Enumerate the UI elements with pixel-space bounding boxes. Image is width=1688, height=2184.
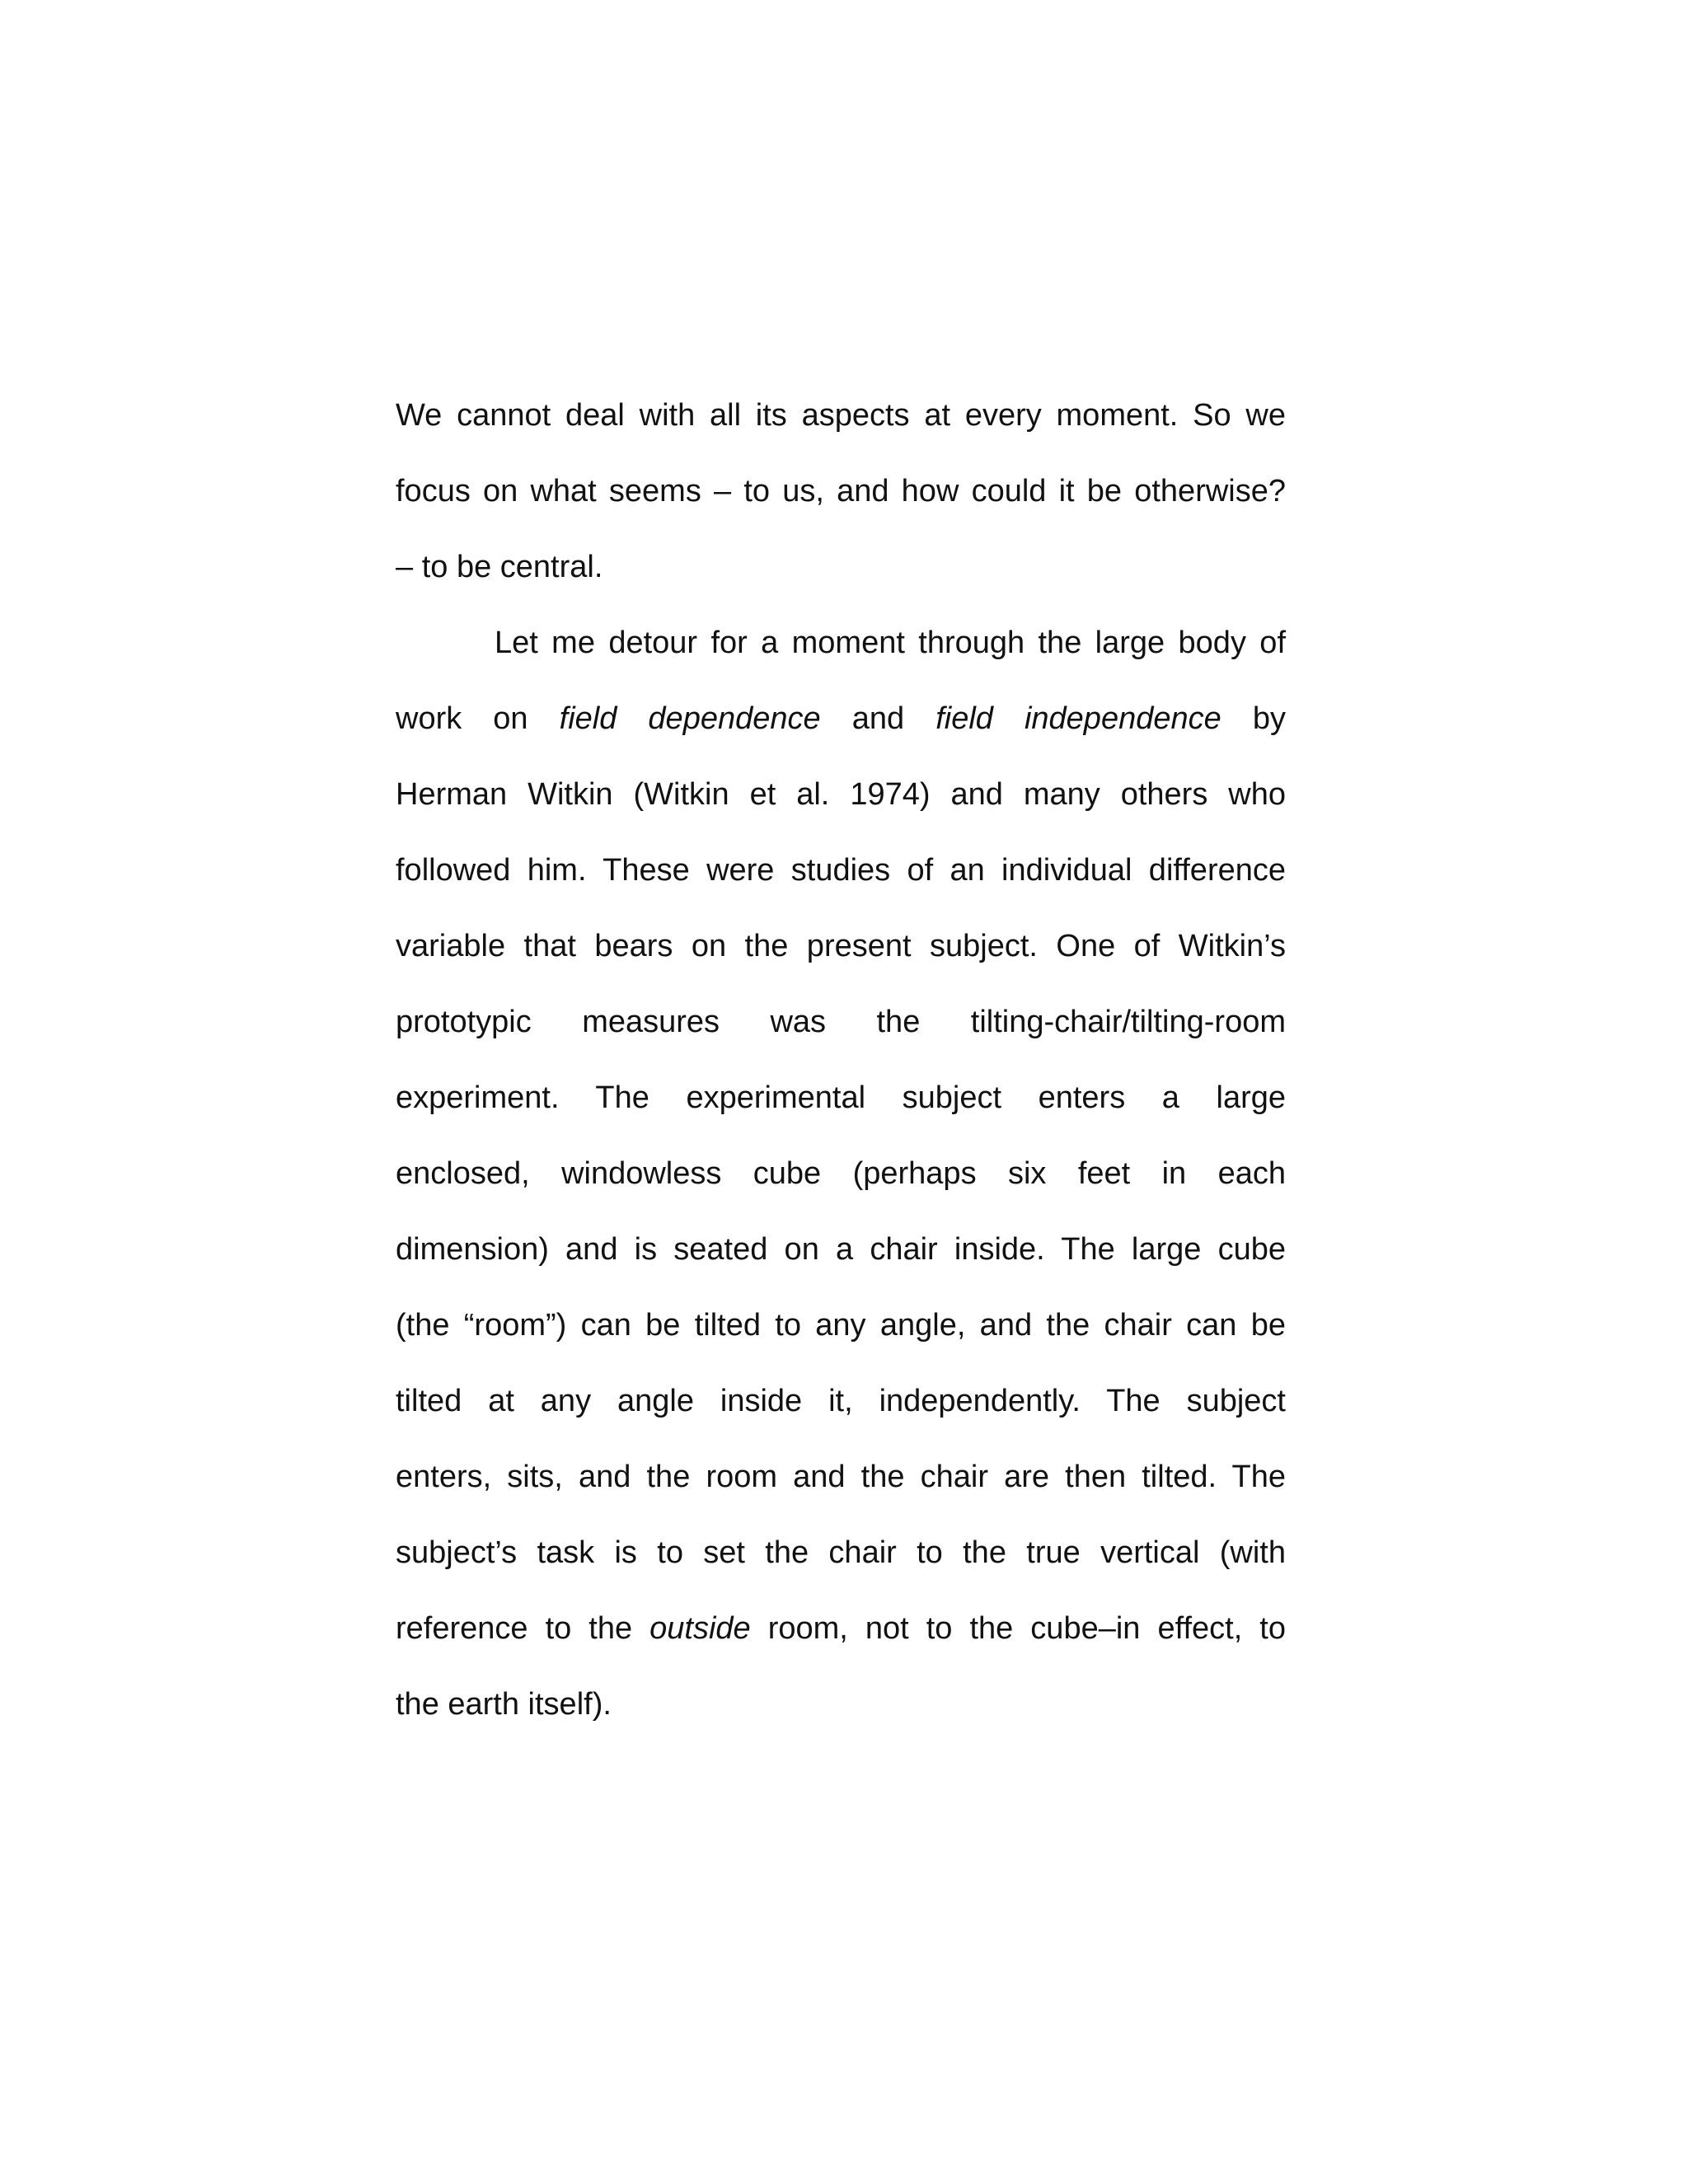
text-line <box>396 908 1286 984</box>
text-line <box>396 1212 1286 1287</box>
text-run: We cannot deal with all its aspects at every moment. So we <box>396 398 1286 433</box>
text-run: focus on what seems – to us, and how could it be otherwise? <box>396 474 1286 509</box>
text-run: dimension) and is seated on a chair inside. The large cube <box>396 1232 1286 1267</box>
text-line <box>396 1591 1286 1666</box>
paragraph <box>396 605 1286 1742</box>
text-run: Herman Witkin (Witkin et al. 1974) and many others who <box>396 777 1286 812</box>
text-run: enclosed, windowless cube (perhaps six feet in each <box>396 1156 1286 1191</box>
text-run: the earth itself). <box>396 1687 612 1722</box>
text-line <box>396 681 1286 757</box>
text-line <box>396 757 1286 832</box>
text-run: work on <box>396 701 560 736</box>
text-run: variable that bears on the present subject. One of Witkin’s <box>396 929 1286 963</box>
text-run: enters, sits, and the room and the chair are then tilted. The <box>396 1460 1286 1494</box>
text-line <box>396 984 1286 1060</box>
body-text <box>396 377 1286 1742</box>
text-line <box>396 1439 1286 1515</box>
text-run: Let me detour for a moment through the large body of <box>495 626 1286 660</box>
text-run: and <box>820 701 936 736</box>
text-line <box>396 1515 1286 1591</box>
text-line <box>396 453 1286 529</box>
text-run: reference to the <box>396 1611 650 1646</box>
text-line <box>396 377 1286 453</box>
text-run: tilted at any angle inside it, independently. The subject <box>396 1384 1286 1418</box>
text-run: by <box>1221 701 1286 736</box>
text-run: prototypic measures was the tilting-chair/tilting-room <box>396 1005 1286 1039</box>
italic-term: outside <box>649 1611 751 1646</box>
text-line <box>396 605 1286 681</box>
paragraph <box>396 377 1286 605</box>
text-line <box>396 1060 1286 1136</box>
text-run: room, not to the cube–in effect, to <box>750 1611 1286 1646</box>
text-line <box>396 1136 1286 1212</box>
text-line <box>396 1666 1286 1742</box>
text-line <box>396 1287 1286 1363</box>
italic-term: field dependence <box>559 701 821 736</box>
text-run: followed him. These were studies of an individual difference <box>396 853 1286 888</box>
text-run: subject’s task is to set the chair to the true vertical (with <box>396 1535 1286 1570</box>
text-run: experiment. The experimental subject enters a large <box>396 1080 1286 1115</box>
text-line <box>396 529 1286 605</box>
text-run: – to be central. <box>396 550 603 584</box>
italic-term: field independence <box>935 701 1221 736</box>
text-line <box>396 1363 1286 1439</box>
text-line <box>396 832 1286 908</box>
text-run: (the “room”) can be tilted to any angle, and the chair can be <box>396 1308 1286 1343</box>
